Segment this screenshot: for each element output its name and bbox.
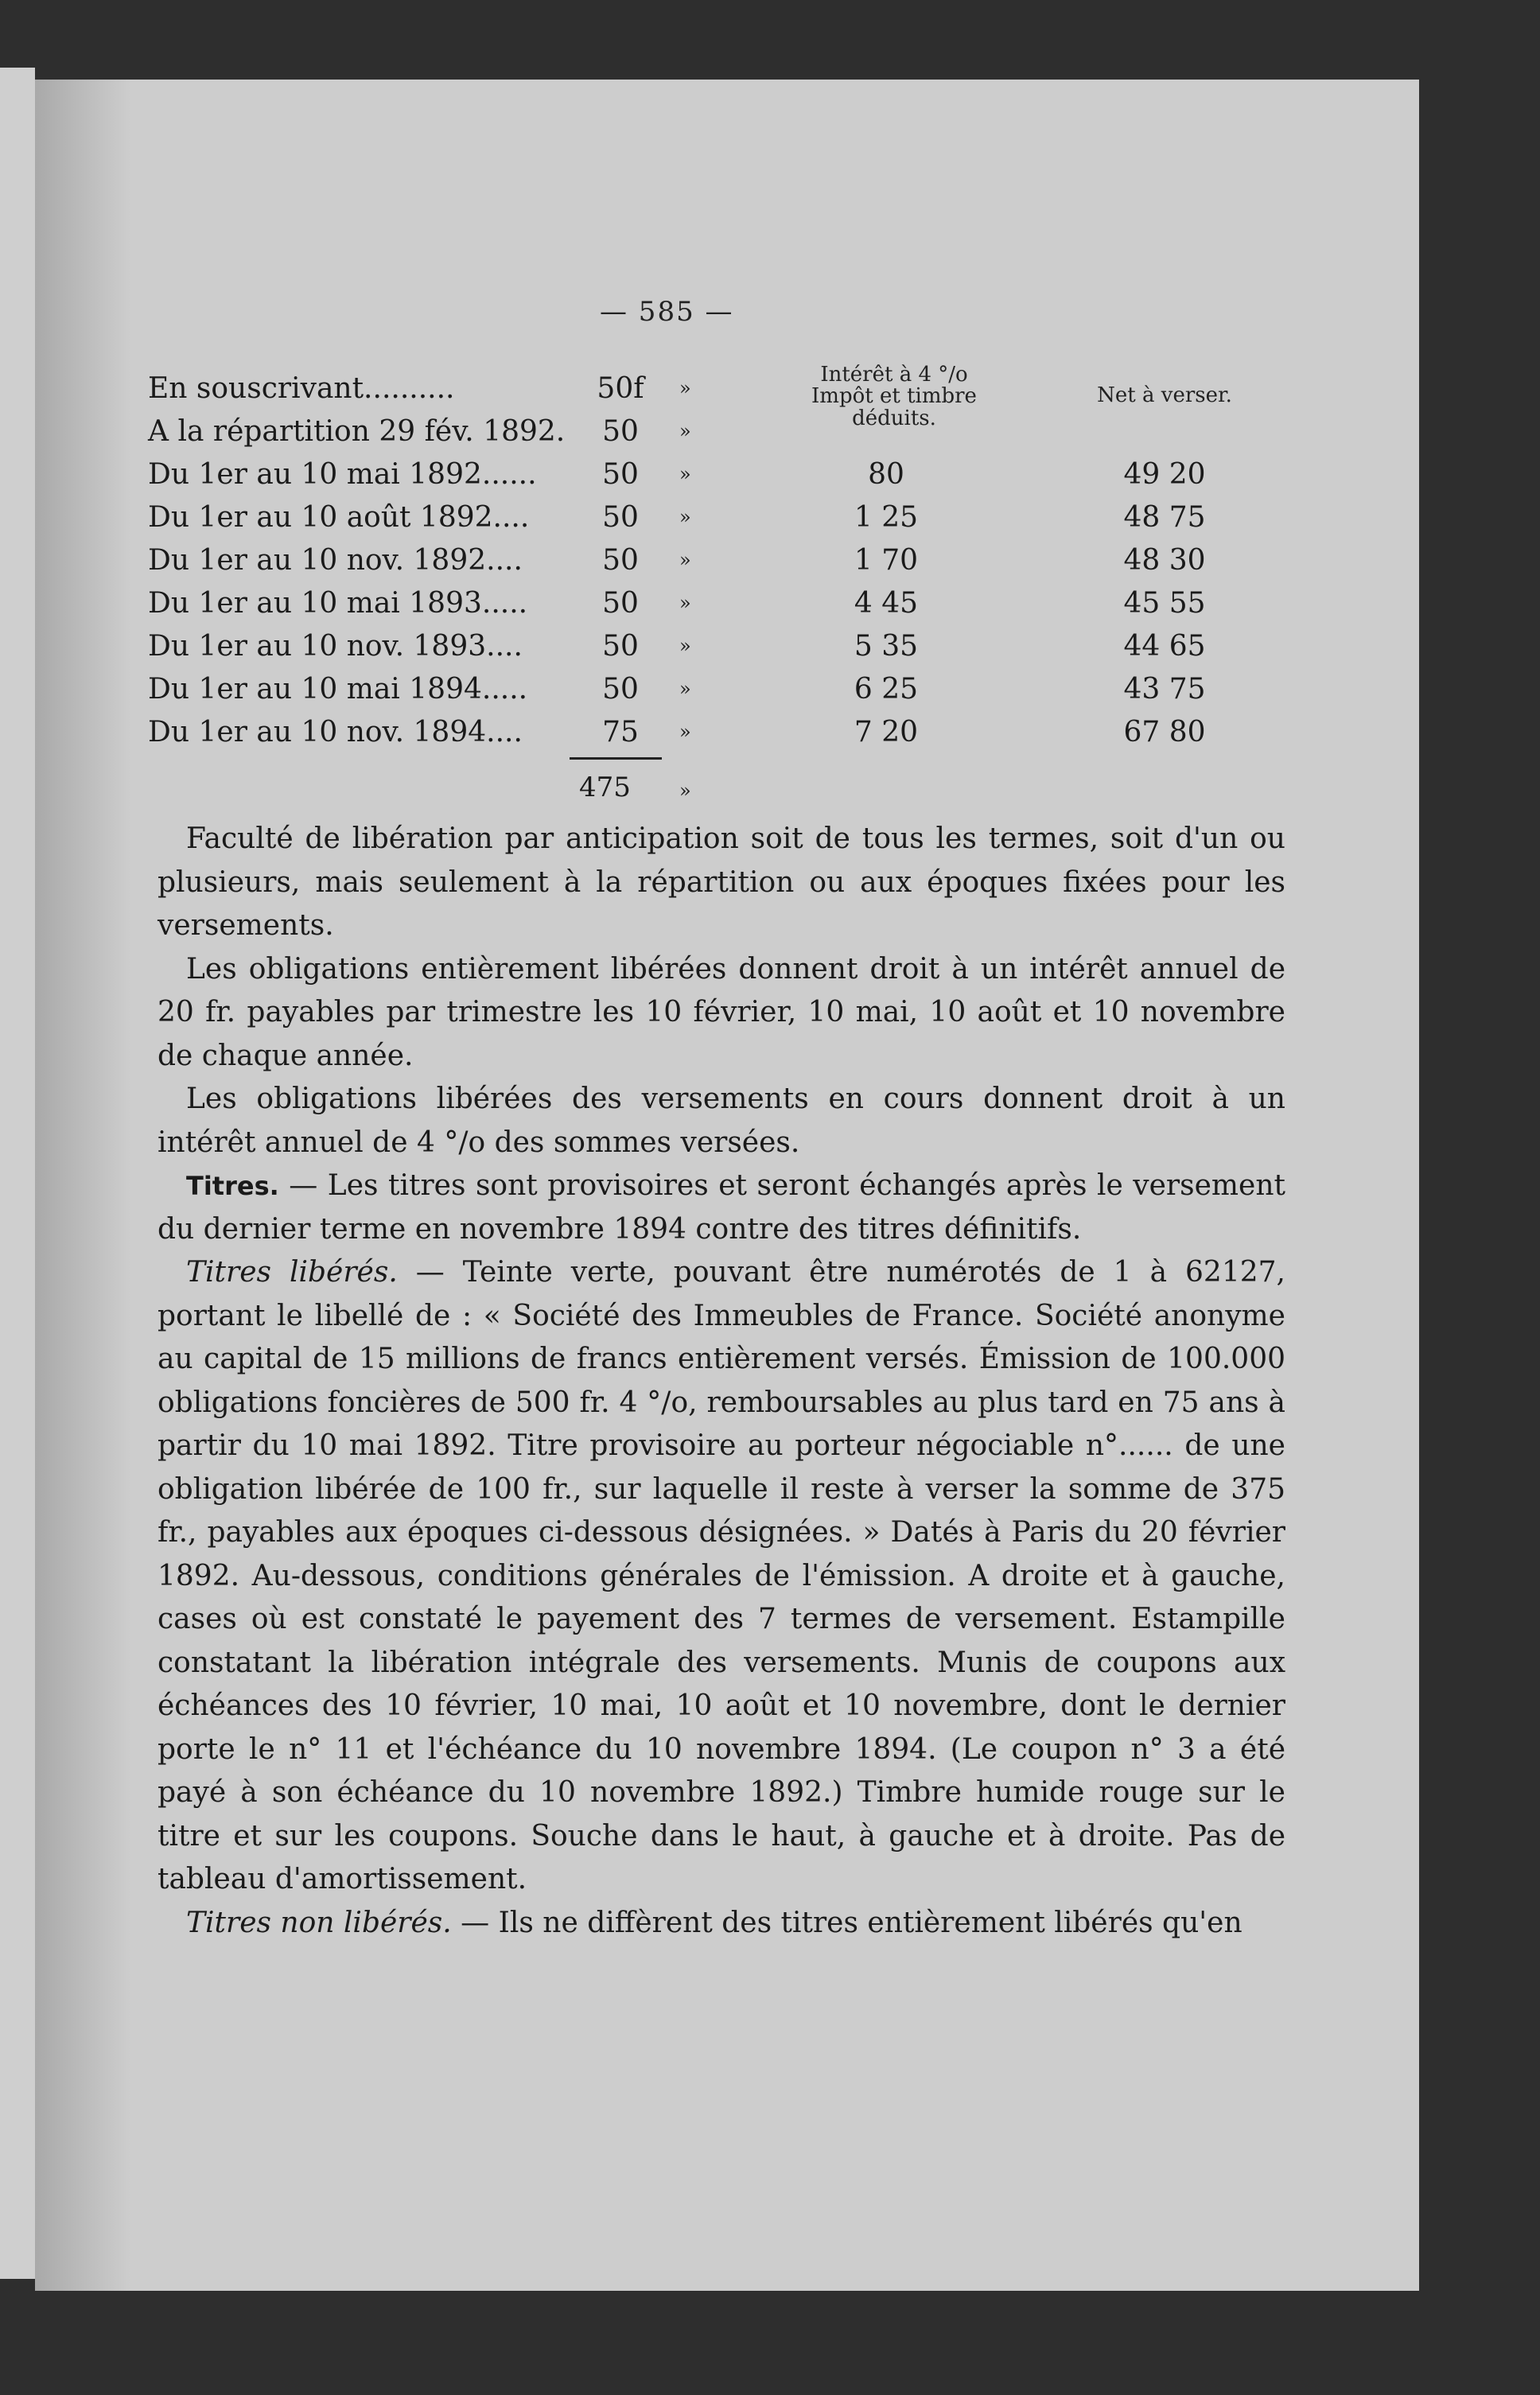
paragraph [158, 1902, 1285, 1946]
paragraph-body: — Les titres sont provisoires et seront échangés après le versement du dernier terme en novembre 1894 contre des titres définitifs. [158, 1169, 1285, 1246]
schedule-row [35, 630, 1419, 673]
row-label: Du 1er au 10 nov. 1892.... [148, 544, 523, 577]
schedule-row [35, 415, 1419, 458]
paragraph-body: — Ils ne diffèrent des titres entièrement libérés qu'en [451, 1906, 1242, 1939]
row-net: 43 75 [1123, 673, 1206, 706]
row-net: 49 20 [1123, 458, 1206, 491]
row-label: Du 1er au 10 mai 1892...... [148, 458, 537, 491]
row-label: Du 1er au 10 mai 1893..... [148, 587, 528, 620]
paragraph-heading: Titres non libérés. [186, 1906, 452, 1939]
row-ditto: » [679, 635, 691, 657]
row-interest: 80 [868, 458, 904, 491]
page-number: — 585 — [600, 296, 734, 328]
row-interest: 7 20 [854, 716, 919, 748]
paragraph-body: — Teinte verte, pouvant être numérotés de 1 à 62127, portant le libellé de : « Société des Immeubles de France. Société anonyme au capital de 15 millions de francs entièrement versés. Émission de 100.000 obligations foncières de 500 fr. 4 °/o, remboursables au plus tard en 75 ans à partir du 10 mai 1892. Titre provisoire au porteur négociable n°...... de une obligation libérée de 100 fr., sur laquelle il reste à verser la somme de 375 fr., payables aux époques ci-dessous désignées. » Datés à Paris du 20 février 1892. Au-dessous, conditions générales de l'émission. A droite et à gauche, cases où est constaté le payement des 7 termes de versement. Estampille constatant la libération intégrale des versements. Munis de coupons aux échéances des 10 février, 10 mai, 10 août et 10 novembre, dont le dernier porte le n° 11 et l'échéance du 10 novembre 1894. (Le coupon n° 3 a été payé à son échéance du 10 novembre 1892.) Timbre humide rouge sur le titre et sur les coupons. Souche dans le haut, à gauche et à droite. Pas de tableau d'amortissement. [158, 1256, 1285, 1895]
row-label: Du 1er au 10 mai 1894..... [148, 673, 528, 706]
row-amount: 50 [602, 544, 639, 577]
row-amount: 50f [597, 372, 644, 405]
schedule-row [35, 501, 1419, 544]
schedule-row [35, 716, 1419, 759]
row-interest: 1 25 [854, 501, 919, 534]
row-amount: 75 [602, 716, 639, 748]
row-ditto: » [679, 420, 691, 442]
row-net: 44 65 [1123, 630, 1206, 663]
paragraph-heading: Titres. [186, 1171, 279, 1201]
header-interest-line: Intérêt à 4 °/o [820, 363, 968, 387]
total-rule [570, 757, 662, 760]
schedule-row [35, 372, 1419, 415]
schedule-row [35, 544, 1419, 587]
header-interest-line: déduits. [852, 406, 936, 430]
book-page [35, 80, 1419, 2291]
row-ditto: » [679, 721, 691, 743]
paragraph: Les obligations entièrement libérées donnent droit à un intérêt annuel de 20 fr. payables par trimestre les 10 février, 10 mai, 10 août et 10 novembre de chaque année. [158, 952, 1285, 1072]
row-ditto: » [679, 377, 691, 399]
row-interest: 4 45 [854, 587, 919, 620]
paragraph: Les obligations libérées des versements en cours donnent droit à un intérêt annuel de 4 °/o des sommes versées. [158, 1083, 1285, 1159]
paragraph [158, 1251, 1285, 1902]
row-ditto: » [679, 678, 691, 700]
body-text [158, 818, 1285, 1945]
row-amount: 50 [602, 458, 639, 491]
schedule-row [35, 587, 1419, 630]
row-amount: 50 [602, 587, 639, 620]
row-net: 48 75 [1123, 501, 1206, 534]
row-amount: 50 [602, 415, 639, 448]
row-ditto: » [679, 506, 691, 528]
row-amount: 50 [602, 630, 639, 663]
schedule-row [35, 673, 1419, 716]
row-net: 67 80 [1123, 716, 1206, 748]
row-amount: 50 [602, 501, 639, 534]
paragraph-heading: Titres libérés. [186, 1256, 398, 1289]
row-ditto: » [679, 592, 691, 614]
row-ditto: » [679, 463, 691, 485]
total-amount: 475 [579, 772, 631, 803]
row-label: Du 1er au 10 nov. 1893.... [148, 630, 523, 663]
row-label: Du 1er au 10 août 1892.... [148, 501, 530, 534]
paragraph [158, 1164, 1285, 1251]
row-label: Du 1er au 10 nov. 1894.... [148, 716, 523, 748]
adjacent-page-edge [0, 68, 35, 2279]
row-net: 48 30 [1123, 544, 1206, 577]
header-interest-line: Impôt et timbre [811, 384, 977, 409]
schedule-row [35, 458, 1419, 501]
row-net: 45 55 [1123, 587, 1206, 620]
total-ditto: » [679, 780, 691, 802]
row-label: A la répartition 29 fév. 1892. [148, 415, 566, 448]
row-interest: 5 35 [854, 630, 919, 663]
row-ditto: » [679, 549, 691, 571]
row-label: En souscrivant.......... [148, 372, 455, 405]
paragraph: Faculté de libération par anticipation soit de tous les termes, soit d'un ou plusieurs, mais seulement à la répartition ou aux époques fixées pour les versements. [158, 822, 1285, 942]
row-amount: 50 [602, 673, 639, 706]
row-interest: 6 25 [854, 673, 919, 706]
header-net: Net à verser. [1097, 383, 1232, 407]
row-interest: 1 70 [854, 544, 919, 577]
